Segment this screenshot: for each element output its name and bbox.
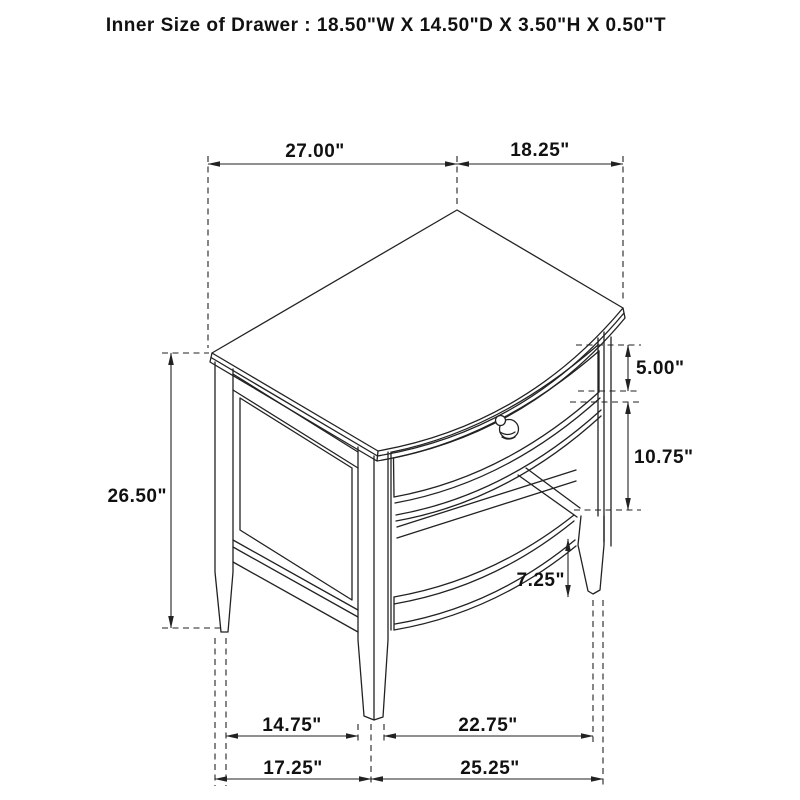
dim-label-bottom-inner-right: 22.75" (458, 715, 518, 736)
dim-label-drawer-to-shelf: 10.75" (634, 447, 694, 468)
dim-label-top-depth: 18.25" (510, 140, 570, 161)
drawer-knob (496, 416, 519, 440)
tabletop (210, 210, 625, 461)
dim-label-drawer-front-height: 5.00" (636, 358, 685, 379)
dim-label-top-width: 27.00" (285, 141, 345, 162)
interior-rails (397, 468, 580, 538)
dim-label-bottom-outer-right: 25.25" (460, 758, 520, 779)
dim-label-overall-height: 26.50" (107, 486, 167, 507)
front-left-leg (358, 447, 388, 720)
carcass-right-edge (598, 332, 611, 546)
drawing-title: Inner Size of Drawer : 18.50"W X 14.50"D X 3.50"H X 0.50"T (105, 15, 667, 36)
dim-label-shelf-to-floor: 7.25" (516, 570, 565, 591)
nightstand-drawing (210, 210, 625, 720)
back-left-leg (215, 362, 233, 632)
dim-label-bottom-outer-left: 17.25" (263, 758, 323, 779)
front-right-leg (578, 516, 604, 594)
dim-label-bottom-inner-left: 14.75" (262, 715, 322, 736)
